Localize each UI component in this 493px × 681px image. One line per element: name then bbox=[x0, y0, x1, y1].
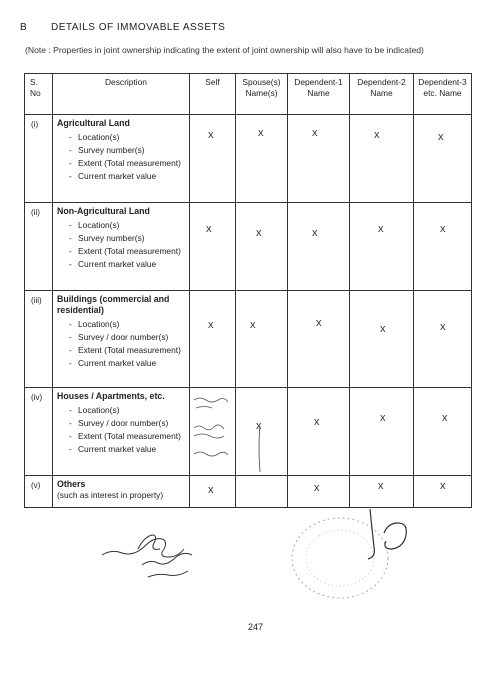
row-description bbox=[53, 476, 190, 508]
list-item: - Current market value bbox=[69, 259, 187, 269]
header-dependent-1: Dependent-1 Name bbox=[288, 74, 350, 115]
row-title: Others bbox=[57, 479, 86, 489]
immovable-assets-table bbox=[24, 73, 472, 508]
row-sno: (ii) bbox=[25, 203, 53, 291]
row-title: Houses / Apartments, etc. bbox=[57, 391, 165, 401]
list-item: - Current market value bbox=[69, 171, 187, 181]
section-title: DETAILS OF IMMOVABLE ASSETS bbox=[51, 22, 226, 33]
row-sno: (i) bbox=[25, 115, 53, 203]
header-self: Self bbox=[190, 74, 236, 115]
table-row bbox=[25, 291, 472, 388]
cross-mark: x bbox=[208, 484, 214, 496]
list-item: - Extent (Total measurement) bbox=[69, 431, 187, 441]
list-item: - Survey / door number(s) bbox=[69, 418, 187, 428]
list-item: - Location(s) bbox=[69, 405, 187, 415]
handwritten-signature-left bbox=[98, 515, 248, 585]
cross-mark: x bbox=[378, 223, 384, 235]
list-item: - Extent (Total measurement) bbox=[69, 345, 187, 355]
cross-mark: x bbox=[312, 127, 318, 139]
row-title: Agricultural Land bbox=[57, 118, 130, 128]
row-description bbox=[53, 203, 190, 291]
cross-mark: x bbox=[256, 227, 262, 239]
list-item: - Survey number(s) bbox=[69, 233, 187, 243]
section-note: (Note : Properties in joint ownership indicating the extent of joint ownership will also have to be indicated) bbox=[25, 45, 424, 55]
cross-mark: x bbox=[258, 127, 264, 139]
cross-mark: x bbox=[312, 227, 318, 239]
list-item: - Survey number(s) bbox=[69, 145, 187, 155]
cross-mark: x bbox=[440, 321, 446, 333]
handwritten-signature-right bbox=[362, 505, 442, 575]
cross-mark: x bbox=[206, 223, 212, 235]
header-spouse: Spouse(s) Name(s) bbox=[236, 74, 288, 115]
list-item: - Current market value bbox=[69, 358, 187, 368]
table-header-row bbox=[25, 74, 472, 115]
list-item: - Survey / door number(s) bbox=[69, 332, 187, 342]
handwritten-notes bbox=[190, 388, 236, 476]
table-row bbox=[25, 115, 472, 203]
cross-mark: x bbox=[256, 420, 262, 432]
cross-mark: x bbox=[316, 317, 322, 329]
header-sno: S. No bbox=[25, 74, 53, 115]
header-dependent-3: Dependent-3 etc. Name bbox=[414, 74, 472, 115]
list-item: - Extent (Total measurement) bbox=[69, 246, 187, 256]
row-title: Non-Agricultural Land bbox=[57, 206, 150, 216]
list-item: - Location(s) bbox=[69, 132, 187, 142]
cross-mark: x bbox=[442, 412, 448, 424]
header-dependent-2: Dependent-2 Name bbox=[350, 74, 414, 115]
cross-mark: x bbox=[378, 480, 384, 492]
list-item: - Current market value bbox=[69, 444, 187, 454]
cross-mark: x bbox=[208, 129, 214, 141]
row-description bbox=[53, 291, 190, 388]
cross-mark: x bbox=[208, 319, 214, 331]
cross-mark: x bbox=[438, 131, 444, 143]
cross-mark: x bbox=[314, 482, 320, 494]
row-sno: (iv) bbox=[25, 388, 53, 476]
cross-mark: x bbox=[380, 323, 386, 335]
row-sno: (iii) bbox=[25, 291, 53, 388]
page-number: 247 bbox=[248, 622, 264, 632]
section-number: B bbox=[20, 22, 28, 33]
table-row bbox=[25, 388, 472, 476]
table-row bbox=[25, 203, 472, 291]
cross-mark: x bbox=[440, 223, 446, 235]
vertical-stroke bbox=[236, 388, 288, 476]
cross-mark: x bbox=[250, 319, 256, 331]
list-item: - Extent (Total measurement) bbox=[69, 158, 187, 168]
row-description bbox=[53, 388, 190, 476]
row-sno: (v) bbox=[25, 476, 53, 508]
handwritten-scribble bbox=[190, 388, 236, 476]
row-description bbox=[53, 115, 190, 203]
cross-mark: x bbox=[314, 416, 320, 428]
cross-mark: x bbox=[374, 129, 380, 141]
row-title: Buildings (commercial and residential) bbox=[57, 294, 170, 315]
row-subtitle: (such as interest in property) bbox=[57, 490, 164, 500]
list-item: - Location(s) bbox=[69, 220, 187, 230]
cross-mark: x bbox=[380, 412, 386, 424]
header-description: Description bbox=[53, 74, 190, 115]
list-item: - Location(s) bbox=[69, 319, 187, 329]
cross-mark: x bbox=[440, 480, 446, 492]
